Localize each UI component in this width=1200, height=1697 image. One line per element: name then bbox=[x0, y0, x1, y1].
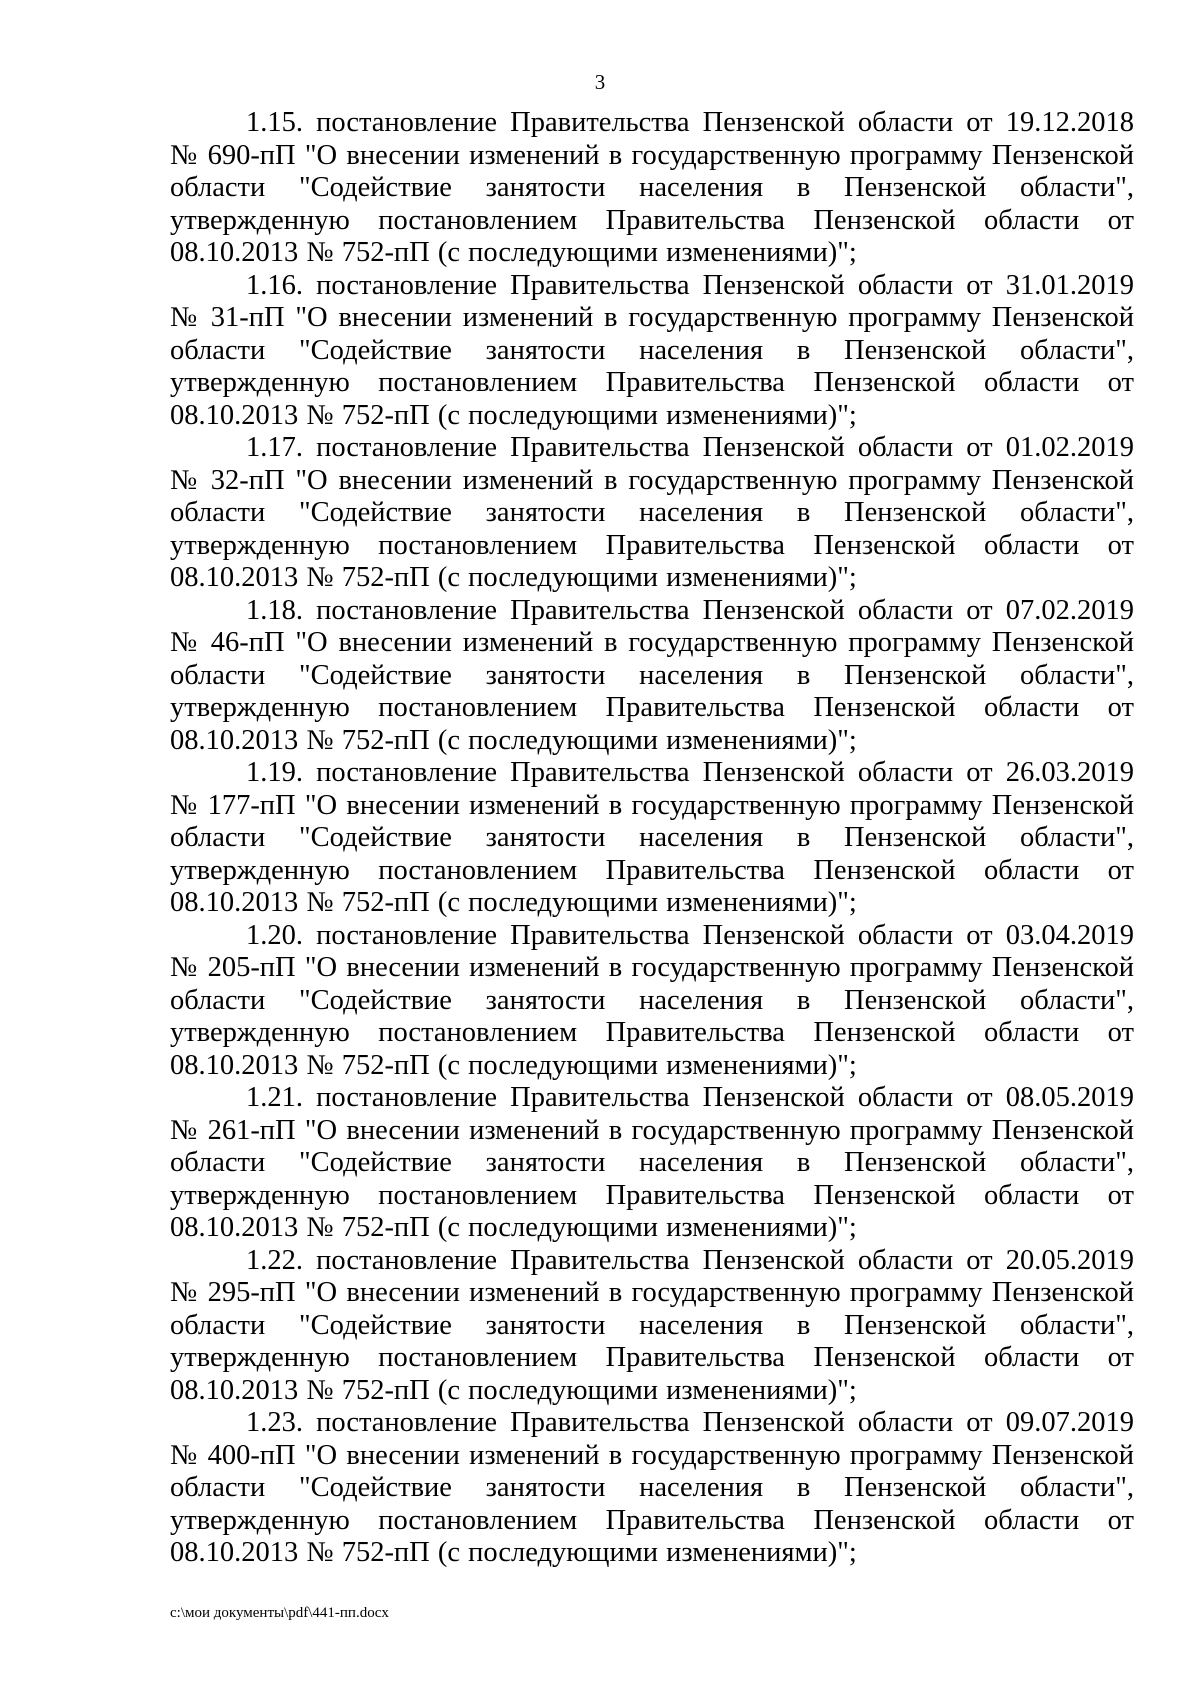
paragraph-1-18: 1.18. постановление Правительства Пензенской области от 07.02.2019 № 46-пП "О внесении изменений в государственную программу Пензенской области "Содействие занятости населения в Пензенской области", утвержденную постановлением Правительства Пензенской области от 08.10.2013 № 752-пП (с последующими изменениями)"; bbox=[170, 594, 1134, 756]
paragraph-1-23: 1.23. постановление Правительства Пензенской области от 09.07.2019 № 400-пП "О внесении изменений в государственную программу Пензенской области "Содействие занятости населения в Пензенской области", утвержденную постановлением Правительства Пензенской области от 08.10.2013 № 752-пП (с последующими изменениями)"; bbox=[170, 1407, 1134, 1568]
footer-file-path: c:\мои документы\pdf\441-пп.docx bbox=[170, 1605, 389, 1621]
paragraph-1-21: 1.21. постановление Правительства Пензенской области от 08.05.2019 № 261-пП "О внесении изменений в государственную программу Пензенской области "Содействие занятости населения в Пензенской области", утвержденную постановлением Правительства Пензенской области от 08.10.2013 № 752-пП (с последующими изменениями)"; bbox=[170, 1082, 1134, 1243]
paragraph-1-20: 1.20. постановление Правительства Пензенской области от 03.04.2019 № 205-пП "О внесении изменений в государственную программу Пензенской области "Содействие занятости населения в Пензенской области", утвержденную постановлением Правительства Пензенской области от 08.10.2013 № 752-пП (с последующими изменениями)"; bbox=[170, 919, 1134, 1081]
document-body bbox=[170, 107, 1134, 1570]
paragraph-1-17: 1.17. постановление Правительства Пензенской области от 01.02.2019 № 32-пП "О внесении изменений в государственную программу Пензенской области "Содействие занятости населения в Пензенской области", утвержденную постановлением Правительства Пензенской области от 08.10.2013 № 752-пП (с последующими изменениями)"; bbox=[170, 432, 1134, 593]
paragraph-1-19: 1.19. постановление Правительства Пензенской области от 26.03.2019 № 177-пП "О внесении изменений в государственную программу Пензенской области "Содействие занятости населения в Пензенской области", утвержденную постановлением Правительства Пензенской области от 08.10.2013 № 752-пП (с последующими изменениями)"; bbox=[170, 757, 1134, 918]
paragraph-1-16: 1.16. постановление Правительства Пензенской области от 31.01.2019 № 31-пП "О внесении изменений в государственную программу Пензенской области "Содействие занятости населения в Пензенской области", утвержденную постановлением Правительства Пензенской области от 08.10.2013 № 752-пП (с последующими изменениями)"; bbox=[170, 269, 1134, 431]
paragraph-1-15: 1.15. постановление Правительства Пензенской области от 19.12.2018 № 690-пП "О внесении изменений в государственную программу Пензенской области "Содействие занятости населения в Пензенской области", утвержденную постановлением Правительства Пензенской области от 08.10.2013 № 752-пП (с последующими изменениями)"; bbox=[170, 107, 1134, 268]
paragraph-1-22: 1.22. постановление Правительства Пензенской области от 20.05.2019 № 295-пП "О внесении изменений в государственную программу Пензенской области "Содействие занятости населения в Пензенской области", утвержденную постановлением Правительства Пензенской области от 08.10.2013 № 752-пП (с последующими изменениями)"; bbox=[170, 1244, 1134, 1406]
page-number: 3 bbox=[594, 70, 606, 94]
